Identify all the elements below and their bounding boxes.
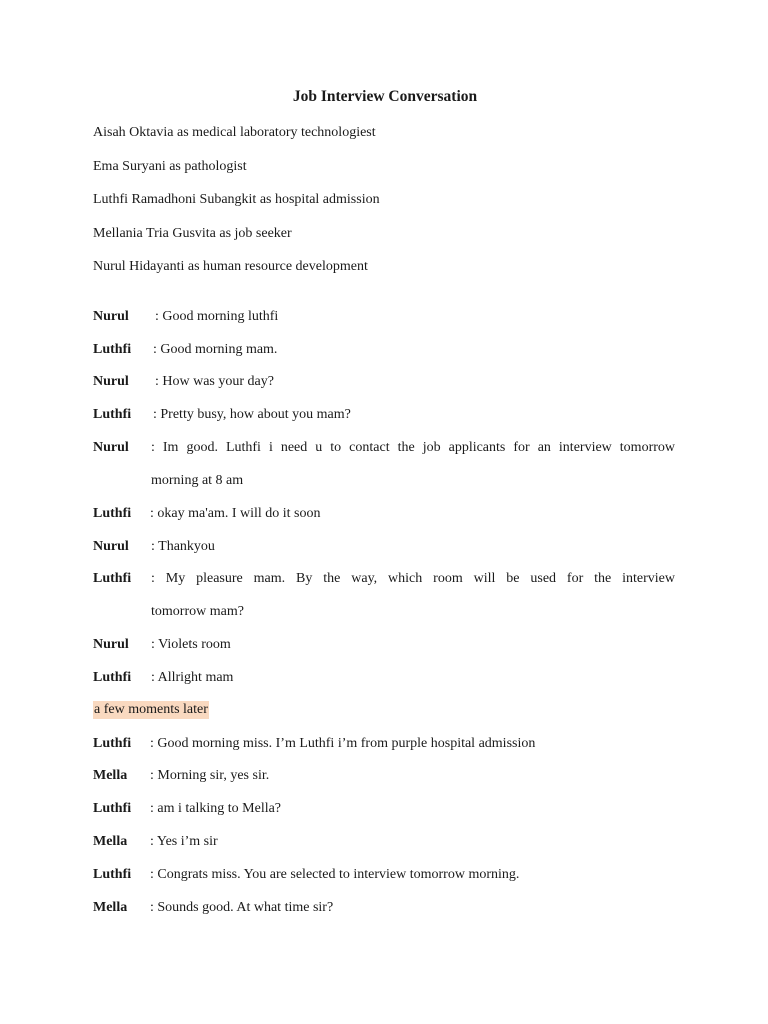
- dialogue-line: : Sounds good. At what time sir?: [150, 900, 334, 915]
- dialogue-line: : My pleasure mam. By the way, which room will be used for the interview: [151, 571, 675, 586]
- dialogue-line: : How was your day?: [155, 374, 274, 389]
- speaker-name: Luthfi: [93, 407, 132, 422]
- speaker-name: Luthfi: [93, 506, 132, 521]
- dialogue-line: : okay ma'am. I will do it soon: [150, 506, 321, 521]
- cast-line: Mellania Tria Gusvita as job seeker: [93, 226, 292, 241]
- dialogue-line: : Yes i’m sir: [150, 834, 218, 849]
- cast-line: Luthfi Ramadhoni Subangkit as hospital admission: [93, 192, 380, 207]
- speaker-name: Nurul: [93, 440, 129, 455]
- dialogue-line: : Violets room: [151, 637, 231, 652]
- dialogue-line: : Congrats miss. You are selected to interview tomorrow morning.: [150, 867, 520, 882]
- dialogue-line: : Pretty busy, how about you mam?: [153, 407, 351, 422]
- speaker-name: Luthfi: [93, 342, 132, 357]
- speaker-name: Luthfi: [93, 670, 132, 685]
- cast-line: Aisah Oktavia as medical laboratory technologiest: [93, 125, 376, 140]
- speaker-name: Luthfi: [93, 571, 132, 586]
- speaker-name: Mella: [93, 900, 128, 915]
- speaker-name: Luthfi: [93, 867, 132, 882]
- speaker-name: Luthfi: [93, 801, 132, 816]
- speaker-name: Nurul: [93, 539, 129, 554]
- dialogue-line: : Good morning luthfi: [155, 309, 279, 324]
- speaker-name: Nurul: [93, 637, 129, 652]
- speaker-name: Mella: [93, 834, 128, 849]
- document-title: Job Interview Conversation: [292, 88, 478, 105]
- dialogue-line: : Morning sir, yes sir.: [150, 768, 270, 783]
- dialogue-continuation: morning at 8 am: [151, 473, 244, 488]
- speaker-name: Nurul: [93, 374, 129, 389]
- dialogue-line: : Im good. Luthfi i need u to contact the job applicants for an interview tomorrow: [151, 440, 675, 455]
- dialogue-continuation: tomorrow mam?: [151, 604, 244, 619]
- dialogue-line: : Good morning miss. I’m Luthfi i’m from purple hospital admission: [150, 736, 536, 751]
- speaker-name: Luthfi: [93, 736, 132, 751]
- dialogue-line: : Good morning mam.: [153, 342, 278, 357]
- stage-note-highlight: a few moments later: [94, 702, 208, 717]
- dialogue-line: : am i talking to Mella?: [150, 801, 282, 816]
- cast-line: Nurul Hidayanti as human resource development: [93, 259, 368, 274]
- speaker-name: Nurul: [93, 309, 129, 324]
- dialogue-line: : Allright mam: [151, 670, 234, 685]
- dialogue-line: : Thankyou: [151, 539, 215, 554]
- cast-line: Ema Suryani as pathologist: [93, 159, 247, 174]
- speaker-name: Mella: [93, 768, 128, 783]
